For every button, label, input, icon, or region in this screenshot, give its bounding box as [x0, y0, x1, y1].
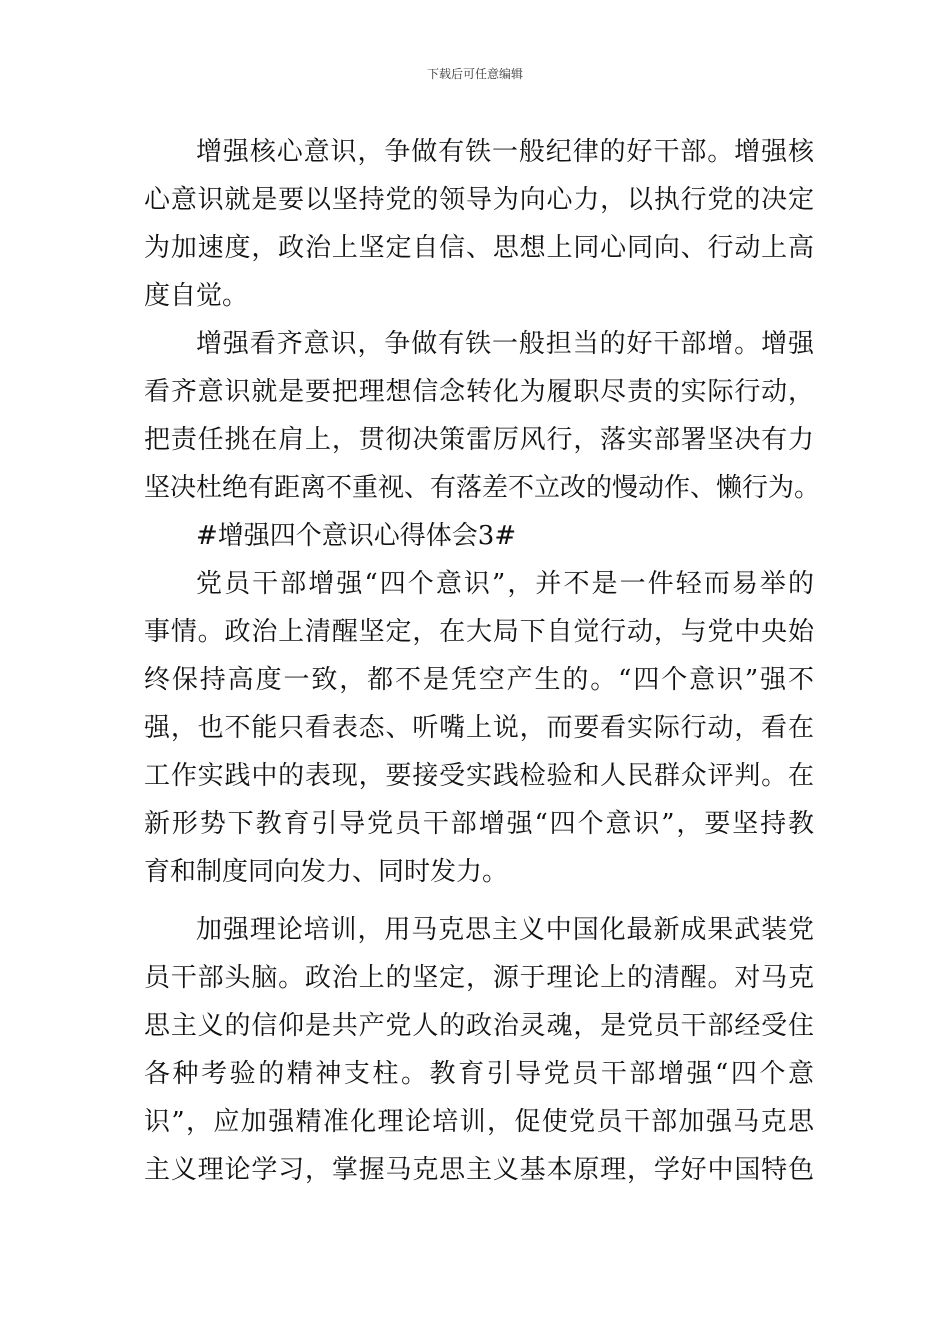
text-line: 度自觉。 [144, 281, 249, 311]
paragraph [144, 560, 814, 896]
text-line: 终保持高度一致，都不是凭空产生的。“四个意识”强不 [144, 665, 814, 695]
text-line: 心意识就是要以坚持党的领导为向心力，以执行党的决定 [144, 185, 814, 215]
text-line: 坚决杜绝有距离不重视、有落差不立改的慢动作、懒行为。 [144, 473, 821, 503]
text-line: 新形势下教育引导党员干部增强“四个意识”，要坚持教 [144, 809, 814, 839]
text-line: 把责任挑在肩上，贯彻决策雷厉风行，落实部署坚决有力 [144, 425, 814, 455]
text-line: 党员干部增强“四个意识”，并不是一件轻而易举的 [196, 569, 814, 599]
text-line: 育和制度同向发力、同时发力。 [144, 857, 509, 887]
page-header: 下载后可任意编辑 [426, 67, 523, 81]
text-line: 工作实践中的表现，要接受实践检验和人民群众评判。在 [144, 761, 814, 791]
paragraph [144, 320, 821, 512]
text-line: 强，也不能只看表态、听嘴上说，而要看实际行动，看在 [144, 713, 814, 743]
paragraph [144, 906, 814, 1194]
paragraph [144, 512, 814, 560]
text-line: 看齐意识就是要把理想信念转化为履职尽责的实际行动， [144, 377, 814, 407]
text-line: 事情。政治上清醒坚定，在大局下自觉行动，与党中央始 [144, 617, 814, 647]
paragraph-gap [144, 896, 814, 906]
text-line: 增强核心意识，争做有铁一般纪律的好干部。增强核 [196, 137, 814, 167]
text-line: 各种考验的精神支柱。教育引导党员干部增强“四个意 [144, 1059, 814, 1089]
text-line: 识”，应加强精准化理论培训，促使党员干部加强马克思 [144, 1107, 814, 1137]
paragraph [144, 128, 814, 320]
text-line: 思主义的信仰是共产党人的政治灵魂，是党员干部经受住 [144, 1011, 814, 1041]
text-line: 加强理论培训，用马克思主义中国化最新成果武装党 [196, 915, 814, 945]
text-line: 为加速度，政治上坚定自信、思想上同心同向、行动上高 [144, 233, 814, 263]
text-line: 增强看齐意识，争做有铁一般担当的好干部增。增强 [196, 329, 814, 359]
text-line: 主义理论学习，掌握马克思主义基本原理，学好中国特色 [144, 1155, 814, 1185]
text-line: 员干部头脑。政治上的坚定，源于理论上的清醒。对马克 [144, 963, 814, 993]
section-heading: #增强四个意识心得体会3# [196, 521, 517, 551]
document-body [144, 128, 821, 1194]
